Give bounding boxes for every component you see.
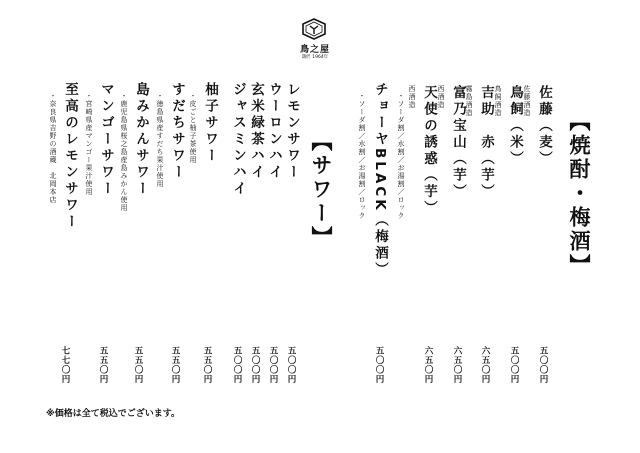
sour-item-price: 五五〇円 bbox=[202, 346, 212, 384]
sour-item-price: 五〇〇円 bbox=[286, 346, 296, 384]
sour-item-name: レモンサワー bbox=[284, 82, 300, 181]
sour-item-name: 至高のレモンサワー bbox=[62, 82, 78, 231]
shochu-item-name: 天使の誘惑（芋） bbox=[421, 85, 437, 217]
sour-item-name: 玄米緑茶ハイ bbox=[248, 82, 264, 181]
sour-item-name: ウーロンハイ bbox=[266, 82, 282, 181]
shochu-item-name: 富乃宝山（芋） bbox=[450, 85, 466, 201]
sour-item-name: すだちサワー bbox=[169, 82, 185, 181]
sour-item-desc: ・徳島県産すだち果汁使用 bbox=[156, 92, 164, 188]
shochu-item-maker: 鳥飼酒造 bbox=[494, 85, 502, 117]
logo-name: 鳥之屋 bbox=[299, 45, 330, 55]
sour-item-desc: ・皮ごと柚子茶使用 bbox=[189, 92, 197, 164]
sour-item-name: 島みかんサワー bbox=[133, 82, 149, 198]
shochu-item-maker: 霧島酒造 bbox=[465, 85, 473, 117]
sour-item-name: マンゴーサワー bbox=[98, 82, 114, 198]
sour-item-name: ジャスミンハイ bbox=[230, 82, 246, 198]
shochu-item-maker: 西酒造 bbox=[408, 85, 416, 109]
sour-item-price: 五〇〇円 bbox=[250, 346, 260, 384]
sour-item-price: 五五〇円 bbox=[170, 346, 180, 384]
sour-item-price: 五〇〇円 bbox=[232, 346, 242, 384]
shochu-item-price: 六五〇円 bbox=[452, 346, 462, 384]
shochu-item-maker: 西酒造 bbox=[437, 85, 445, 109]
shochu-item-price: 五〇〇円 bbox=[509, 346, 519, 384]
sour-item-desc: ・鹿児島県桜之島産島みかん使用 bbox=[120, 92, 128, 212]
shochu-item-name: 吉助 赤（芋） bbox=[478, 85, 494, 201]
shochu-item-price: 六五〇円 bbox=[423, 346, 433, 384]
sour-title: 【サワー】 bbox=[309, 130, 333, 250]
shochu-item-price: 六五〇円 bbox=[480, 346, 490, 384]
shochu-item-name: 佐藤（麦） bbox=[536, 85, 552, 168]
sour-item-price: 五五〇円 bbox=[133, 346, 143, 384]
shochu-item-name: チョーヤBLACK（梅酒） bbox=[372, 82, 388, 279]
sour-item-price: 七七〇円 bbox=[60, 346, 70, 384]
torinoya-crest-icon bbox=[301, 18, 327, 40]
shochu-item-name: 鳥飼（米） bbox=[507, 85, 523, 168]
logo-sub: 鶏匠 1964年 bbox=[301, 55, 329, 60]
sour-item-price: 五五〇円 bbox=[98, 346, 108, 384]
sour-item-desc: ・奈良県吉野の酒蔵 北岡本店 bbox=[49, 92, 57, 204]
sour-item-name: 柚子サワー bbox=[202, 82, 218, 165]
sour-item-price: 五〇〇円 bbox=[268, 346, 278, 384]
serving-style: ・ソーダ割／水割／お湯割／ロック bbox=[358, 92, 366, 220]
shochu-title: 【焼酎・梅酒】 bbox=[567, 110, 591, 278]
serving-style: ・ソーダ割／水割／お湯割／ロック bbox=[397, 92, 405, 220]
shochu-item-price: 五〇〇円 bbox=[538, 346, 548, 384]
sour-item-desc: ・宮崎県産マンゴー果汁使用 bbox=[85, 92, 93, 196]
logo bbox=[280, 18, 350, 70]
tax-note: ※価格は全て税込でございます。 bbox=[46, 409, 181, 419]
shochu-item-price: 五〇〇円 bbox=[374, 346, 384, 384]
shochu-item-maker: 佐藤酒造 bbox=[523, 85, 531, 117]
